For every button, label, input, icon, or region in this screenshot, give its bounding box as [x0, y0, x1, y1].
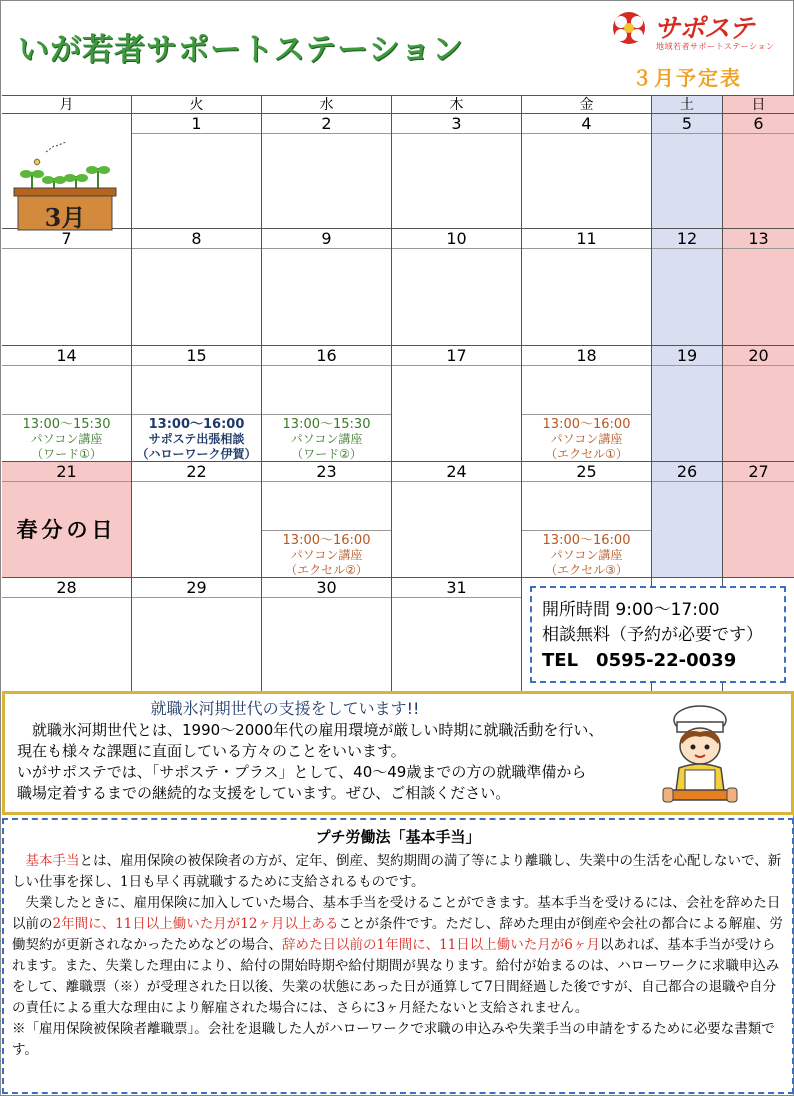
calendar-day-cell [392, 346, 522, 462]
calendar-day-cell [723, 462, 794, 578]
day-number: 4 [522, 114, 651, 134]
day-number: 13 [723, 229, 794, 249]
opening-hours: 開所時間 9:00～17:00 [542, 600, 720, 620]
dow-sat: 土 [652, 96, 723, 114]
labor-text: とは、雇用保険の被保険者の方が、定年、倒産、契約期間の満了等により離職し、失業中の生活を心配しないで、新しい仕事を探し、1日も早く再就職するために支給されるものです。 [12, 853, 782, 890]
dow-mon: 月 [2, 96, 132, 114]
logo-text: サポステ [654, 14, 754, 44]
calendar-event [132, 414, 261, 462]
calendar-event [522, 414, 651, 462]
calendar-day-cell [652, 462, 723, 578]
day-number: 23 [262, 462, 391, 482]
day-number: 18 [522, 346, 651, 366]
calendar-day-cell [522, 114, 652, 229]
phone-number: TEL 0595-22-0039 [542, 650, 737, 671]
dow-sun: 日 [723, 96, 794, 114]
dow-thu: 木 [392, 96, 522, 114]
header [2, 2, 794, 94]
dow-wed: 水 [262, 96, 392, 114]
day-number: 6 [723, 114, 794, 134]
page-title: いが若者サポートステーション [18, 32, 464, 68]
day-number: 8 [132, 229, 261, 249]
labor-text: 失業したときに、雇用保険に加入していた場合、基本手当を受けることができます。基本手当を受けるには、会社を辞めた日以前の [12, 895, 781, 932]
labor-law-body [12, 851, 784, 1061]
logo-subtext: 地域若者サポートステーション [656, 42, 775, 51]
calendar-day-cell [262, 578, 392, 692]
day-number: 2 [262, 114, 391, 134]
calendar-day-cell [652, 229, 723, 346]
day-number: 1 [132, 114, 261, 134]
schedule-month-label: ３月予定表 [632, 66, 742, 90]
calendar-day-cell [262, 346, 392, 462]
event-title: パソコン講座 [550, 548, 623, 562]
calendar-day-cell [2, 346, 132, 462]
calendar-day-cell [392, 229, 522, 346]
saposte-logo [608, 8, 784, 52]
event-subtitle: （エクセル③） [545, 563, 628, 577]
event-time: 13:00～16:00 [542, 533, 631, 548]
calendar-day-cell [522, 229, 652, 346]
ice-age-line: 職場定着するまでの継続的な支援をしています。ぜひ、ご相談ください。 [17, 784, 511, 802]
day-number: 31 [392, 578, 521, 598]
event-time: 13:00～15:30 [282, 417, 371, 432]
calendar-day-cell [132, 229, 262, 346]
day-number: 7 [2, 229, 131, 249]
holiday-label: 春分の日 [16, 517, 117, 542]
calendar-day-cell [132, 346, 262, 462]
calendar-day-cell [652, 346, 723, 462]
labor-highlight: 辞めた日以前の1年間に、11日以上働いた月が6ヶ月 [282, 937, 600, 953]
calendar-day-cell [392, 114, 522, 229]
event-time: 13:00～16:00 [282, 533, 371, 548]
labor-footnote: ※「雇用保険被保険者離職票」。会社を退職した人がハローワークで求職の申込みや失業手当の申請をするために必要な書類です。 [12, 1021, 775, 1058]
month-badge-label: 3月 [44, 203, 86, 232]
calendar-day-cell [723, 229, 794, 346]
calendar-day-cell [723, 346, 794, 462]
logo-flower-icon [608, 10, 650, 46]
calendar-day-cell [522, 346, 652, 462]
event-time: 13:00～15:30 [22, 417, 111, 432]
day-number: 3 [392, 114, 521, 134]
basic-allowance-term: 基本手当 [25, 853, 80, 869]
chef-illustration [655, 704, 745, 812]
calendar-event [522, 530, 651, 578]
calendar-event [262, 414, 391, 462]
day-number: 30 [262, 578, 391, 598]
ice-age-support-section [2, 691, 794, 815]
event-subtitle: （エクセル①） [545, 447, 628, 461]
labor-highlight: 2年間に、11日以上働いた月が12ヶ月以上ある [52, 916, 339, 932]
consultation-note: 相談無料（予約が必要です） [542, 625, 763, 645]
day-number: 29 [132, 578, 261, 598]
day-number: 16 [262, 346, 391, 366]
labor-law-section [2, 818, 794, 1094]
day-number: 9 [262, 229, 391, 249]
day-number: 21 [2, 462, 131, 482]
labor-paragraph-1 [12, 851, 784, 893]
day-number: 15 [132, 346, 261, 366]
calendar-day-cell [2, 578, 132, 692]
ice-age-body [17, 720, 637, 804]
calendar-day-cell [2, 462, 132, 578]
calendar-day-cell [2, 114, 132, 232]
day-number: 26 [652, 462, 722, 482]
ice-age-line: 就職氷河期世代とは、1990～2000年代の雇用環境が厳しい時期に就職活動を行い、 [17, 721, 604, 739]
event-title: パソコン講座 [290, 548, 363, 562]
calendar-day-cell [652, 114, 723, 229]
labor-text: 以あれば、基本手当が受けられます。また、失業した理由により、給付の開始時期や給付期間が異なります。給付が始まるのは、ハローワークに求職申込みをして、離職票（※）が受理された日以後、失業の状態にあった日が通算して7日間経過した後ですが、自己都合の退職や自分の責任による重大な理由により解雇された場合には、さらに3ヶ月経たないと支給されません。 [12, 937, 780, 1016]
day-number: 25 [522, 462, 651, 482]
event-time: 13:00～16:00 [148, 417, 245, 432]
day-number: 11 [522, 229, 651, 249]
calendar-day-cell [392, 462, 522, 578]
ice-age-line: いがサポステでは、「サポステ・プラス」として、40～49歳までの方の就職準備から [17, 763, 587, 781]
event-title: パソコン講座 [30, 432, 103, 446]
day-number: 24 [392, 462, 521, 482]
event-title: パソコン講座 [290, 432, 363, 446]
calendar-event [262, 530, 391, 578]
labor-text: ことが条件です。ただし、辞めた理由が倒産や会社の都合による解雇、労働契約が更新されなかったためなどの場合、 [12, 916, 783, 953]
day-of-week-row [2, 96, 794, 114]
day-number: 28 [2, 578, 131, 598]
event-subtitle: （ワード①） [31, 447, 102, 461]
calendar-day-cell [132, 462, 262, 578]
labor-law-title: プチ労働法「基本手当」 [315, 828, 481, 846]
day-number: 22 [132, 462, 261, 482]
ice-age-line: 現在も様々な課題に直面している方々のことをいいます。 [17, 742, 406, 760]
calendar-day-cell [723, 114, 794, 229]
calendar-grid [2, 95, 794, 597]
event-title: サポステ出張相談 [148, 432, 245, 446]
calendar-day-cell [132, 578, 262, 692]
day-number: 14 [2, 346, 131, 366]
ice-age-title: 就職氷河期世代の支援をしています!! [150, 699, 420, 718]
calendar-day-cell [132, 114, 262, 229]
day-number: 12 [652, 229, 722, 249]
opening-info-box [530, 586, 786, 683]
calendar-day-cell [262, 462, 392, 578]
labor-paragraph-2 [12, 893, 784, 1019]
day-number: 20 [723, 346, 794, 366]
calendar-day-cell [522, 462, 652, 578]
event-subtitle: （ハローワーク伊賀） [136, 447, 257, 461]
calendar-day-cell [392, 578, 522, 692]
event-title: パソコン講座 [550, 432, 623, 446]
calendar-day-cell [262, 114, 392, 229]
calendar-event [2, 414, 131, 462]
dow-fri: 金 [522, 96, 652, 114]
calendar-day-cell [262, 229, 392, 346]
event-subtitle: （エクセル②） [285, 563, 368, 577]
event-subtitle: （ワード②） [291, 447, 362, 461]
day-number: 10 [392, 229, 521, 249]
day-number: 17 [392, 346, 521, 366]
calendar-day-cell [2, 229, 132, 346]
day-number: 5 [652, 114, 722, 134]
event-time: 13:00～16:00 [542, 417, 631, 432]
day-number: 27 [723, 462, 794, 482]
dow-tue: 火 [132, 96, 262, 114]
day-number: 19 [652, 346, 722, 366]
